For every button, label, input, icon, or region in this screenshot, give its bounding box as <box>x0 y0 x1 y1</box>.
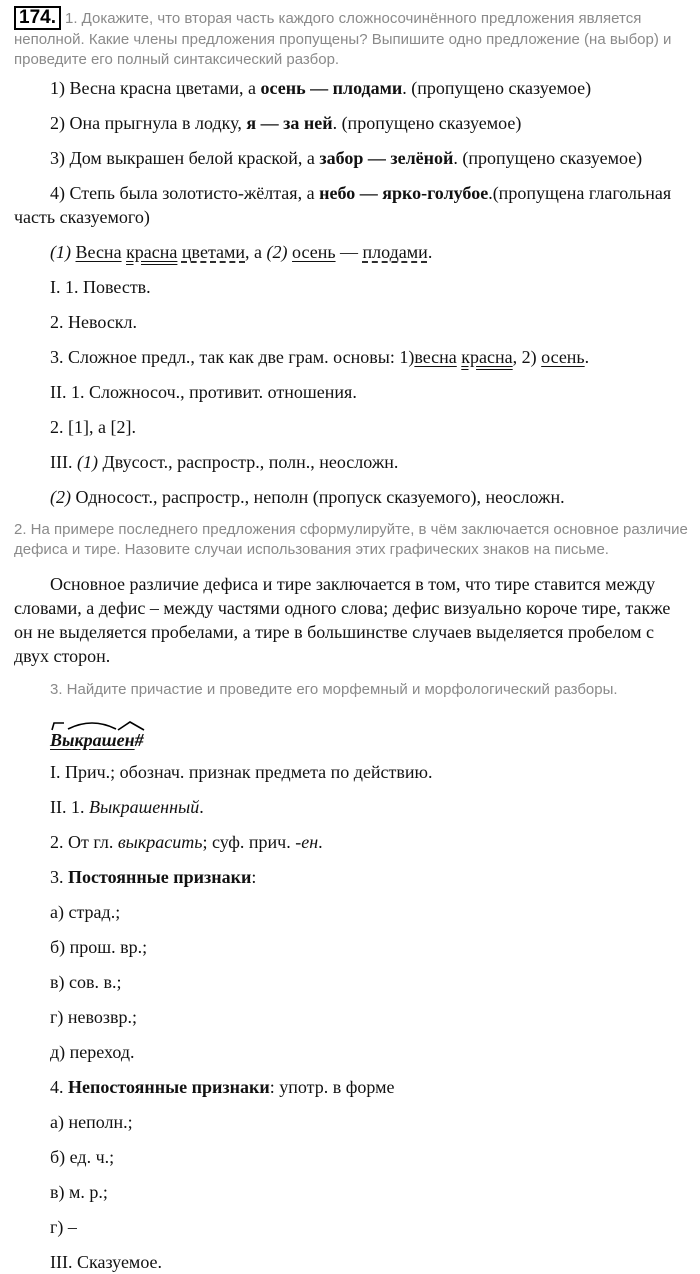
example-4: 4) Степь была золотисто-жёлтая, а небо — ярко-голубое.(пропущена глагольная часть сказуемого) <box>14 183 672 227</box>
adverbial-word: цветами <box>181 242 246 262</box>
task-number: 174. <box>14 6 61 30</box>
morpheme-analysis <box>14 718 688 752</box>
analysis-line-6: III. (1) Двусост., распростр., полн., неосложн. <box>50 452 399 472</box>
task-3 <box>14 680 688 700</box>
subject-word-2: осень <box>292 242 336 262</box>
const-feature-2: б) прош. вр.; <box>50 937 148 957</box>
example-3: 3) Дом выкрашен белой краской, а забор — зелёной. (пропущено сказуемое) <box>50 148 643 168</box>
analysis-line-4: II. 1. Сложносоч., противит. отношения. <box>50 382 357 402</box>
analysis-line-3: 3. Сложное предл., так как две грам. основы: 1)весна красна, 2) осень. <box>50 347 590 367</box>
var-feature-1: а) неполн.; <box>50 1112 133 1132</box>
const-feature-5: д) переход. <box>50 1042 135 1062</box>
adverbial-word-2: плодами <box>362 242 428 262</box>
predicate-word: красна <box>126 242 178 262</box>
answer-2: Основное различие дефиса и тире заключается в том, что тире ставится между словами, а дефис – между частями одного слова; дефис визуально короче тире, также он не выделяется пробелами, а тире в большинстве случаев выделяется пробелом с двух сторон. <box>14 574 671 666</box>
task-3-text: 3. Найдите причастие и проведите его морфемный и морфологический разборы. <box>50 681 618 698</box>
task-2-text: 2. На примере последнего предложения сформулируйте, в чём заключается основное различие дефиса и тире. Назовите случаи использования этих графических знаков на письме. <box>14 521 688 558</box>
morpheme-word: Выкрашен# <box>50 718 144 752</box>
morph-line-1: I. Прич.; обознач. признак предмета по действию. <box>50 762 433 782</box>
var-feature-2: б) ед. ч.; <box>50 1147 115 1167</box>
analysis-line-1: I. 1. Повеств. <box>50 277 151 297</box>
task-2 <box>14 520 688 560</box>
task-1 <box>14 6 688 70</box>
task-1-text: 1. Докажите, что вторая часть каждого сложносочинённого предложения является неполной. Какие члены предложения пропущены? Выпишите одно предложение (на выбор) и проведите его полный синтаксический разбор. <box>14 10 672 68</box>
example-1: 1) Весна красна цветами, а осень — плодами. (пропущено сказуемое) <box>50 78 592 98</box>
var-feature-4: г) – <box>50 1217 77 1237</box>
var-feature-3: в) м. р.; <box>50 1182 108 1202</box>
analysis-line-2: 2. Невоскл. <box>50 312 138 332</box>
morpheme-marks-icon <box>50 718 160 732</box>
const-feature-4: г) невозвр.; <box>50 1007 137 1027</box>
morph-line-5: 4. Непостоянные признаки: употр. в форме <box>50 1077 395 1097</box>
morph-line-2: II. 1. Выкрашенный. <box>50 797 204 817</box>
const-feature-1: а) страд.; <box>50 902 121 922</box>
parsed-sentence: (1) Весна красна цветами, а (2) осень — плодами. <box>50 242 433 262</box>
subject-word: Весна <box>75 242 122 262</box>
morph-line-3: 2. От гл. выкрасить; суф. прич. -ен. <box>50 832 323 852</box>
example-2: 2) Она прыгнула в лодку, я — за ней. (пропущено сказуемое) <box>50 113 522 133</box>
const-feature-3: в) сов. в.; <box>50 972 122 992</box>
morph-line-4: 3. Постоянные признаки: <box>50 867 257 887</box>
analysis-line-5: 2. [1], а [2]. <box>50 417 136 437</box>
morph-line-6: III. Сказуемое. <box>50 1252 163 1272</box>
analysis-line-7: (2) Односост., распростр., неполн (пропуск сказуемого), неосложн. <box>50 487 565 507</box>
